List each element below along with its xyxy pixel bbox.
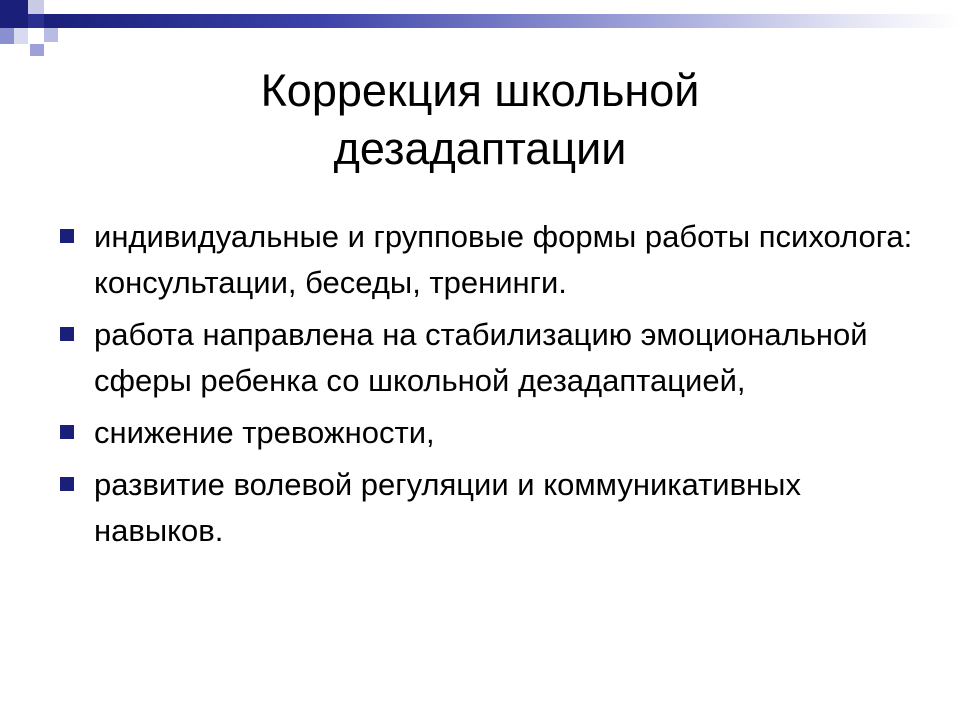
bullet-item xyxy=(58,410,918,456)
decor-square xyxy=(44,28,58,42)
bullet-text: развитие волевой регуляции и коммуникативных навыков. xyxy=(94,467,801,548)
decor-square xyxy=(0,0,28,28)
bullet-item xyxy=(58,312,918,404)
decor-square xyxy=(30,44,44,56)
bullet-square-icon xyxy=(60,477,74,491)
bullet-square-icon xyxy=(60,327,74,341)
bullet-square-icon xyxy=(60,425,74,439)
decor-square xyxy=(0,28,14,44)
bullet-item xyxy=(58,214,918,306)
bullet-square-icon xyxy=(60,229,74,243)
decor-square xyxy=(28,14,44,28)
decor-gradient-bar xyxy=(44,14,960,28)
slide-title: Коррекция школьной дезадаптации xyxy=(260,65,700,174)
bullet-text: работа направлена на стабилизацию эмоциональной сферы ребенка со школьной дезадаптацией, xyxy=(94,317,868,398)
decor-square xyxy=(28,0,44,14)
bullet-text: индивидуальные и групповые формы работы психолога: консультации, беседы, тренинги. xyxy=(94,219,913,300)
decor-square xyxy=(14,28,28,44)
bullet-text: снижение тревожности, xyxy=(94,415,435,450)
bullet-list xyxy=(58,214,918,560)
bullet-item xyxy=(58,462,918,554)
